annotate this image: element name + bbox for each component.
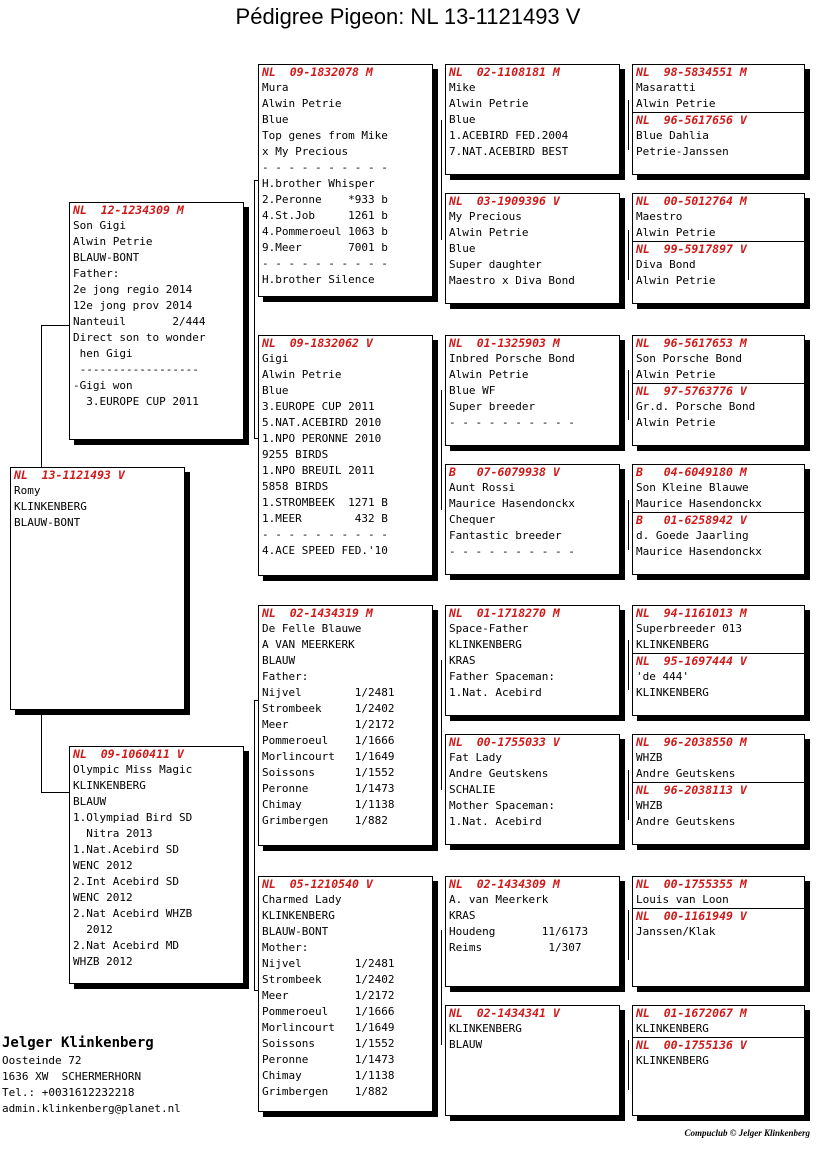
info-line: Gr.d. Porsche Bond [636,400,756,413]
info-line: Morlincourt 1/1649 [262,1021,395,1034]
info-line: Son Porsche Bond [636,352,742,365]
info-line: Pommeroeul 1/1666 [262,734,395,747]
info-line: Blue [262,113,289,126]
grandsire-maternal-card [258,605,433,846]
info-line: Nijvel 1/2481 [262,686,395,699]
info-line: Grimbergen 1/882 [262,814,388,827]
info-line: Maestro x Diva Bond [449,274,575,287]
info-line: Alwin Petrie [636,274,716,287]
page-title: Pédigree Pigeon: NL 13-1121493 V [235,4,581,29]
subject-card [10,467,185,710]
owner-email: admin.klinkenberg@planet.nl [2,1102,181,1115]
info-line: BLAUW [449,1038,483,1051]
info-line: Father Spaceman: [449,670,555,683]
ring-number: NL 96-5617653 M [636,336,747,350]
ring-number: B 07-6079938 V [449,465,560,479]
info-line: Aunt Rossi [449,481,516,494]
info-line: 7.NAT.ACEBIRD BEST [449,145,569,158]
info-line: KLINKENBERG [14,500,87,513]
info-line: KRAS [449,654,476,667]
connector-line [41,792,69,793]
ring-number: NL 03-1909396 V [449,194,560,208]
info-line: Father: [73,267,120,280]
info-line: Son Kleine Blauwe [636,481,749,494]
info-line: Chimay 1/1138 [262,1069,395,1082]
info-line: Maurice Hasendonckx [636,497,762,510]
ring-number: NL 02-1434341 V [449,1006,560,1020]
info-line: 1.NPO BREUIL 2011 [262,464,375,477]
info-line: Maurice Hasendonckx [449,497,575,510]
info-line: 4.ACE SPEED FED.'10 [262,544,388,557]
info-line: A VAN MEERKERK [262,638,355,651]
info-line: d. Goede Jaarling [636,529,749,542]
connector-line [441,930,442,1045]
info-line: Soissons 1/1552 [262,766,395,779]
ring-number: B 04-6049180 M [636,465,747,479]
great-grandparent-card [445,876,620,987]
info-line: Strombeek 1/2402 [262,973,395,986]
info-line: KLINKENBERG [636,638,709,651]
info-line: H.brother Whisper [262,177,375,190]
info-line: KLINKENBERG [636,686,709,699]
info-line: 2.Peronne *933 b [262,193,388,206]
ring-number: NL 12-1234309 M [73,203,184,217]
info-line: 12e jong prov 2014 [73,299,193,312]
info-line: 9.Meer 7001 b [262,241,388,254]
info-line: Houdeng 11/6173 [449,925,589,938]
info-line: Alwin Petrie [449,226,529,239]
info-line: Blue WF [449,384,496,397]
ring-number: NL 97-5763776 V [633,383,804,399]
info-line: Maurice Hasendonckx [636,545,762,558]
info-line: 5.NAT.ACEBIRD 2010 [262,416,382,429]
info-line: Soissons 1/1552 [262,1037,395,1050]
ancestor-pair-card [632,464,805,575]
info-line: hen Gigi [73,347,133,360]
info-line: KLINKENBERG [636,1054,709,1067]
info-line: 1.Nat. Acebird [449,815,542,828]
info-line: WENC 2012 [73,891,133,904]
owner-address: Oosteinde 72 [2,1054,82,1067]
ring-number: NL 00-1755355 M [636,877,747,891]
ancestor-pair-card [632,335,805,446]
great-grandparent-card [445,605,620,716]
connector-line [628,1040,629,1090]
info-line: Nijvel 1/2481 [262,957,395,970]
great-grandparent-card [445,64,620,175]
ancestor-pair-card [632,605,805,716]
info-line: 5858 BIRDS [262,480,329,493]
ancestor-pair-card [632,1005,805,1116]
ring-number: NL 00-1161949 V [633,908,804,924]
info-line: Chimay 1/1138 [262,798,395,811]
info-line: 2.Nat Acebird WHZB [73,907,193,920]
ring-number: NL 00-1755033 V [449,735,560,749]
info-line: BLAUW-BONT [14,516,81,529]
ring-number: NL 02-1108181 M [449,65,560,79]
info-line: WHZB [636,751,663,764]
ring-number: NL 09-1832062 V [262,336,373,350]
info-line: De Felle Blauwe [262,622,362,635]
info-line: BLAUW [73,795,107,808]
info-line: Alwin Petrie [636,97,716,110]
ring-number: NL 02-1434309 M [449,877,560,891]
ring-number: NL 95-1697444 V [633,653,804,669]
info-line: Nitra 2013 [73,827,153,840]
info-line: Fat Lady [449,751,502,764]
info-line: Alwin Petrie [449,97,529,110]
info-line: Petrie-Janssen [636,145,729,158]
info-line: Mike [449,81,476,94]
info-line: 4.Pommeroeul 1063 b [262,225,388,238]
info-line: 1.STROMBEEK 1271 B [262,496,388,509]
info-line: Peronne 1/1473 [262,782,395,795]
ancestor-pair-card [632,876,805,987]
info-line: Alwin Petrie [449,368,529,381]
info-line: - - - - - - - - - - [262,161,388,174]
connector-line [254,180,255,438]
info-line: WENC 2012 [73,859,133,872]
info-line: SCHALIE [449,783,496,796]
info-line: Blue [449,242,476,255]
info-line: Peronne 1/1473 [262,1053,395,1066]
info-line: 9255 BIRDS [262,448,329,461]
connector-line [628,910,629,960]
ring-number: NL 01-1325903 M [449,336,560,350]
info-line: - - - - - - - - - - [262,257,388,270]
info-line: Meer 1/2172 [262,718,395,731]
info-line: Space-Father [449,622,529,635]
info-line: Nanteuil 2/444 [73,315,206,328]
connector-line [441,660,442,790]
info-line: KLINKENBERG [449,638,522,651]
info-line: Grimbergen 1/882 [262,1085,388,1098]
info-line: Father: [262,670,309,683]
info-line: Superbreeder 013 [636,622,742,635]
info-line: Alwin Petrie [73,235,153,248]
info-line: - - - - - - - - - - [262,528,388,541]
info-line: Alwin Petrie [262,368,342,381]
info-line: Gigi [262,352,289,365]
info-line: Mother: [262,941,309,954]
info-line: -Gigi won [73,379,133,392]
connector-line [441,120,442,240]
info-line: Andre Geutskens [636,815,736,828]
ring-number: NL 99-5917897 V [633,241,804,257]
info-line: Son Gigi [73,219,126,232]
info-line: Louis van Loon [636,893,729,906]
connector-line [628,100,629,150]
ring-number: NL 05-1210540 V [262,877,373,891]
info-line: 4.St.Job 1261 b [262,209,388,222]
info-line: 1.Nat. Acebird [449,686,542,699]
info-line: Maestro [636,210,683,223]
info-line: Super breeder [449,400,536,413]
info-line: Masaratti [636,81,696,94]
connector-line [628,370,629,420]
info-line: BLAUW [262,654,296,667]
info-line: Alwin Petrie [636,416,716,429]
info-line: BLAUW-BONT [73,251,140,264]
grandsire-paternal-card [258,64,433,297]
ring-number: NL 96-2038550 M [636,735,747,749]
ring-number: NL 96-5617656 V [633,112,804,128]
info-line: Andre Geutskens [449,767,549,780]
info-line: KLINKENBERG [73,779,146,792]
ring-number: NL 01-1718270 M [449,606,560,620]
info-line: 1.NPO PERONNE 2010 [262,432,382,445]
info-line: 2.Int Acebird SD [73,875,179,888]
info-line: KLINKENBERG [636,1022,709,1035]
ring-number: B 01-6258942 V [633,512,804,528]
great-grandparent-card [445,193,620,304]
great-grandparent-card [445,335,620,446]
granddam-maternal-card [258,876,433,1112]
info-line: Blue [262,384,289,397]
info-line: - - - - - - - - - - [449,416,575,429]
info-line: 1.Nat.Acebird SD [73,843,179,856]
info-line: Alwin Petrie [262,97,342,110]
connector-line [441,390,442,510]
info-line: Alwin Petrie [636,226,716,239]
owner-phone: Tel.: +0031612232218 [2,1086,135,1099]
owner-name: Jelger Klinkenberg [2,1035,154,1051]
info-line: KLINKENBERG [449,1022,522,1035]
info-line: Strombeek 1/2402 [262,702,395,715]
connector-line [41,712,42,792]
ring-number: NL 96-2038113 V [633,782,804,798]
info-line: Meer 1/2172 [262,989,395,1002]
info-line: KRAS [449,909,476,922]
info-line: WHZB 2012 [73,955,133,968]
info-line: - - - - - - - - - - [449,545,575,558]
info-line: My Precious [449,210,522,223]
connector-line [41,325,69,326]
info-line: 3.EUROPE CUP 2011 [262,400,375,413]
ancestor-pair-card [632,193,805,304]
info-line: Top genes from Mike [262,129,388,142]
info-line: Reims 1/307 [449,941,582,954]
info-line: 1.ACEBIRD FED.2004 [449,129,569,142]
info-line: Mother Spaceman: [449,799,555,812]
owner-block [2,1033,181,1117]
info-line: WHZB [636,799,663,812]
info-line: 2.Nat Acebird MD [73,939,179,952]
ring-number: NL 00-1755136 V [633,1037,804,1053]
great-grandparent-card [445,1005,620,1116]
info-line: Diva Bond [636,258,696,271]
info-line: Mura [262,81,289,94]
connector-line [254,700,255,990]
info-line: 2e jong regio 2014 [73,283,193,296]
info-line: 2012 [73,923,113,936]
ring-number: NL 01-1672067 M [636,1006,747,1020]
info-line: 'de 444' [636,670,689,683]
ring-number: NL 09-1832078 M [262,65,373,79]
info-line: 1.Olympiad Bird SD [73,811,193,824]
info-line: H.brother Silence [262,273,375,286]
info-line: Charmed Lady [262,893,342,906]
father-card [69,202,244,440]
ring-number: NL 09-1060411 V [73,747,184,761]
info-line: Janssen/Klak [636,925,716,938]
info-line: Blue [449,113,476,126]
info-line: ------------------ [73,363,199,376]
info-line: Direct son to wonder [73,331,206,344]
great-grandparent-card [445,734,620,845]
info-line: Super daughter [449,258,542,271]
info-line: Blue Dahlia [636,129,709,142]
ring-number: NL 13-1121493 V [14,468,125,482]
info-line: x My Precious [262,145,349,158]
connector-line [628,770,629,820]
info-line: KLINKENBERG [262,909,335,922]
info-line: Alwin Petrie [636,368,716,381]
connector-line [628,640,629,690]
info-line: Pommeroeul 1/1666 [262,1005,395,1018]
connector-line [41,325,42,468]
granddam-paternal-card [258,335,433,576]
info-line: Chequer [449,513,496,526]
info-line: 1.MEER 432 B [262,512,388,525]
connector-line [628,500,629,550]
ring-number: NL 02-1434319 M [262,606,373,620]
ancestor-pair-card [632,734,805,845]
great-grandparent-card [445,464,620,575]
info-line: Romy [14,484,41,497]
ancestor-pair-card [632,64,805,175]
copyright-credit: Compuclub © Jelger Klinkenberg [684,1128,810,1138]
info-line: A. van Meerkerk [449,893,549,906]
ring-number: NL 98-5834551 M [636,65,747,79]
info-line: 3.EUROPE CUP 2011 [73,395,199,408]
info-line: Morlincourt 1/1649 [262,750,395,763]
mother-card [69,746,244,984]
ring-number: NL 94-1161013 M [636,606,747,620]
ring-number: NL 00-5012764 M [636,194,747,208]
connector-line [628,230,629,280]
info-line: Andre Geutskens [636,767,736,780]
info-line: Olympic Miss Magic [73,763,193,776]
info-line: BLAUW-BONT [262,925,329,938]
info-line: Inbred Porsche Bond [449,352,575,365]
owner-city: 1636 XW SCHERMERHORN [2,1070,142,1083]
info-line: Fantastic breeder [449,529,562,542]
